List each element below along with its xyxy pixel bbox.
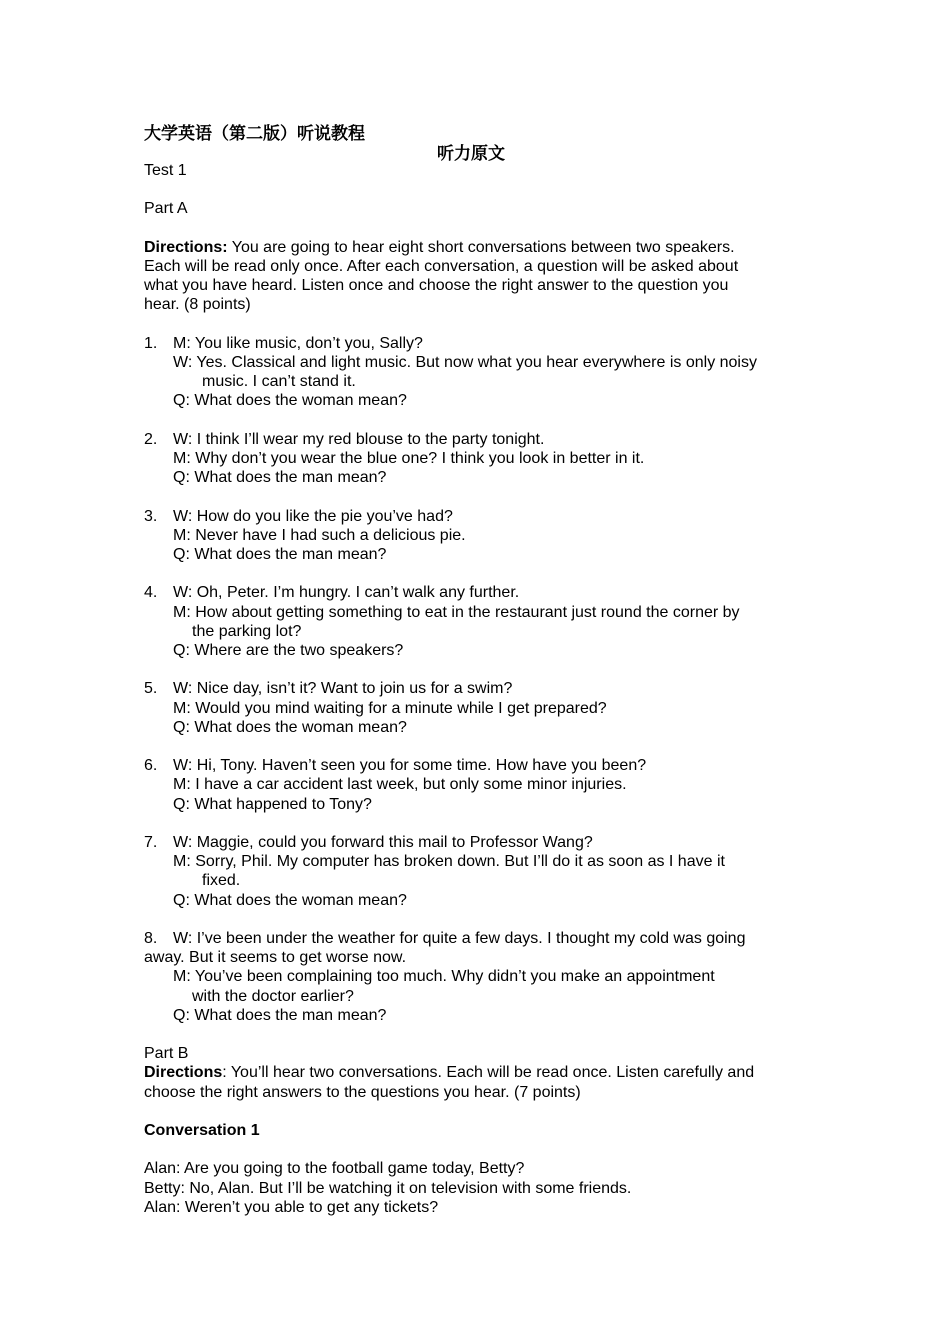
list-item [144,334,824,411]
dialogue-line: W: Yes. Classical and light music. But now what you hear everywhere is only noisy [173,353,757,371]
section-title: 听力原文 [437,144,505,163]
document-body [144,161,824,1217]
test-title: Test 1 [144,162,187,179]
part-b-label: Part B [144,1045,189,1063]
dialogue-line: music. I can’t stand it. [202,373,356,391]
directions-text: : You’ll hear two conversations. Each will be read once. Listen carefully and [222,1064,755,1082]
list-item [144,430,824,488]
dialogue-line: away. But it seems to get worse now. [144,949,407,967]
dialogue-line: W: I’ve been under the weather for quite a few days. I thought my cold was going [173,929,746,947]
dialogue-line: M: Why don’t you wear the blue one? I think you look in better in it. [173,449,645,467]
dialogue-line: Alan: Are you going to the football game today, Betty? [144,1160,525,1178]
list-item [144,507,824,565]
dialogue-line: W: I think I’ll wear my red blouse to the party tonight. [173,430,545,448]
dialogue-line: W: Oh, Peter. I’m hungry. I can’t walk any further. [173,584,520,602]
item-number: 5. [144,680,158,698]
question-line: Q: What does the woman mean? [173,392,407,410]
list-item [144,756,824,814]
dialogue-line: M: Would you mind waiting for a minute while I get prepared? [173,699,607,717]
question-line: Q: What does the man mean? [173,469,387,487]
dialogue-line: W: Nice day, isn’t it? Want to join us for a swim? [173,680,513,698]
dialogue-line: M: Never have I had such a delicious pie. [173,526,466,544]
dialogue-line: W: Maggie, could you forward this mail to Professor Wang? [173,833,593,851]
directions-label: Directions [144,1064,223,1082]
dialogue-line: Alan: Weren’t you able to get any tickets? [144,1198,439,1216]
directions-text: hear. (8 points) [144,296,251,314]
question-line: Q: What does the woman mean? [173,891,407,909]
dialogue-line: with the doctor earlier? [192,987,354,1005]
book-title: 大学英语（第二版）听说教程 [144,124,365,143]
dialogue-line: W: How do you like the pie you’ve had? [173,507,453,525]
directions-text: Each will be read only once. After each conversation, a question will be asked about [144,257,739,275]
item-number: 3. [144,507,158,525]
item-number: 1. [144,334,158,352]
question-line: Q: What does the man mean? [173,1006,387,1024]
dialogue-line: Betty: No, Alan. But I’ll be watching it on television with some friends. [144,1179,632,1197]
dialogue-line: W: Hi, Tony. Haven’t seen you for some time. How have you been? [173,757,647,775]
question-line: Q: What does the man mean? [173,545,387,563]
conversation-dialogue [144,1159,824,1217]
question-line: Q: What happened to Tony? [173,795,372,813]
dialogue-line: fixed. [202,872,241,890]
list-item [144,833,824,910]
dialogue-line: M: How about getting something to eat in the restaurant just round the corner by [173,603,740,621]
question-line: Q: Where are the two speakers? [173,641,404,659]
part-b-directions [144,1063,824,1101]
directions-text: what you have heard. Listen once and choose the right answer to the question you [144,277,729,295]
dialogue-line: M: You’ve been complaining too much. Why didn’t you make an appointment [173,968,715,986]
list-item [144,929,824,1025]
directions-label: Directions: [144,238,228,256]
list-item [144,679,824,737]
dialogue-line: M: Sorry, Phil. My computer has broken down. But I’ll do it as soon as I have it [173,853,725,871]
item-number: 6. [144,757,158,775]
dialogue-line: M: I have a car accident last week, but only some minor injuries. [173,776,627,794]
part-a-label: Part A [144,200,188,218]
question-line: Q: What does the woman mean? [173,718,407,736]
conversation-title: Conversation 1 [144,1121,260,1139]
directions-text: You are going to hear eight short conversations between two speakers. [227,238,735,256]
list-item [144,583,824,660]
item-number: 7. [144,833,158,851]
item-number: 4. [144,584,158,602]
part-a-directions [144,238,824,315]
item-number: 2. [144,430,158,448]
dialogue-line: M: You like music, don’t you, Sally? [173,334,423,352]
dialogue-line: the parking lot? [192,622,302,640]
item-number: 8. [144,929,158,947]
directions-text: choose the right answers to the questions you hear. (7 points) [144,1083,581,1101]
